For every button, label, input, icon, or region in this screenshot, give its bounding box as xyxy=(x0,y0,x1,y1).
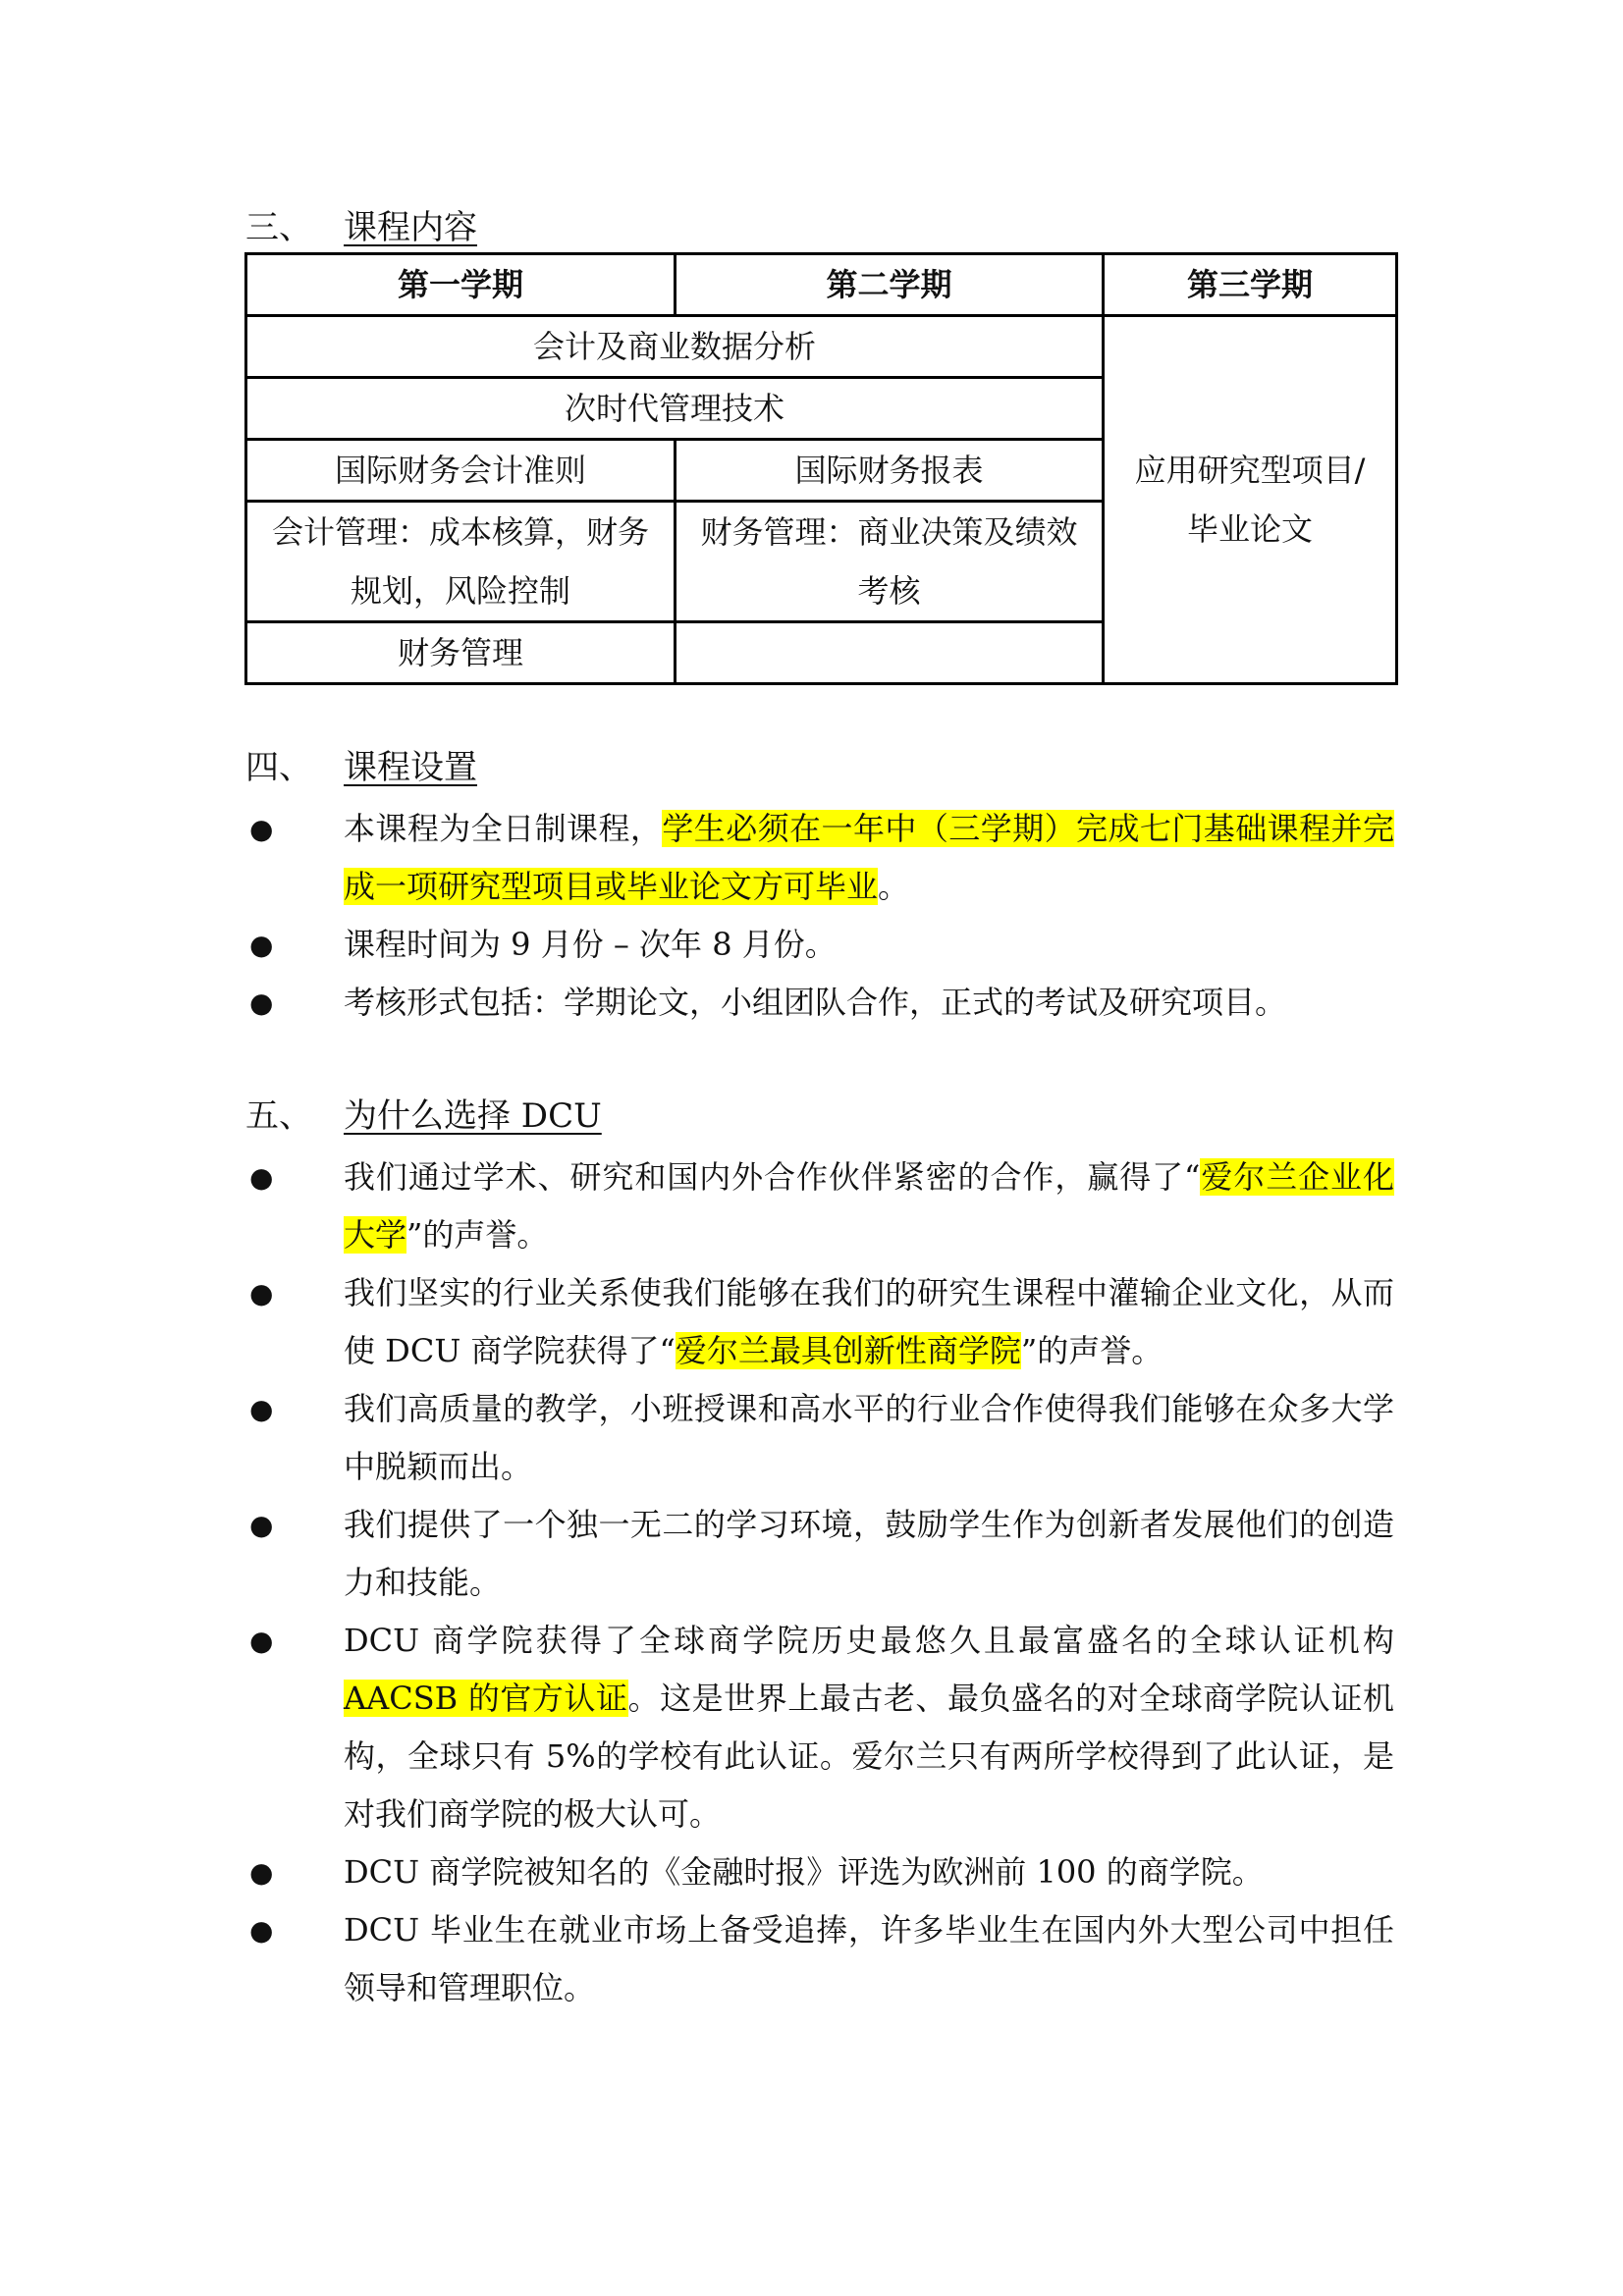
section-4-list xyxy=(249,800,1394,1032)
header-semester-2: 第二学期 xyxy=(676,254,1104,316)
course-accounting-management-label: 会计管理：成本核算，财务规划，风险控制 xyxy=(271,513,649,610)
list-item xyxy=(249,1264,1394,1380)
course-table xyxy=(244,252,1398,685)
course-accounting-management xyxy=(246,502,676,622)
list-item xyxy=(249,1148,1394,1264)
item-text: 我们提供了一个独一无二的学习环境，鼓励学生作为创新者发展他们的创造力和技能。 xyxy=(344,1506,1394,1601)
table-row xyxy=(246,316,1397,378)
section-3-number: 三、 xyxy=(245,208,312,247)
bullet-icon: ● xyxy=(249,1393,274,1425)
item-text: DCU 商学院被知名的《金融时报》评选为欧洲前 100 的商学院。 xyxy=(344,1853,1264,1891)
item-text: 考核形式包括：学期论文，小组团队合作，正式的考试及研究项目。 xyxy=(344,984,1287,1021)
bullet-icon: ● xyxy=(249,1914,274,1947)
section-5-title: 为什么选择 DCU xyxy=(344,1096,602,1136)
item-highlight: 爱尔兰企业化大学 xyxy=(344,1158,1394,1254)
bullet-icon: ● xyxy=(249,1161,274,1194)
bullet-icon: ● xyxy=(249,813,274,845)
item-text-end: 。 xyxy=(878,868,910,905)
list-item xyxy=(249,974,1394,1032)
course-ifrs: 国际财务会计准则 xyxy=(246,440,676,502)
course-research-project xyxy=(1104,316,1397,684)
item-text: 本课程为全日制课程， xyxy=(344,810,663,847)
section-5-heading xyxy=(245,1095,602,1138)
section-3-heading xyxy=(245,206,477,249)
course-financial-management-decisions-label: 财务管理：商业决策及绩效考核 xyxy=(700,513,1078,610)
list-item xyxy=(249,1380,1394,1496)
bullet-icon: ● xyxy=(249,1625,274,1657)
course-management-technology: 次时代管理技术 xyxy=(246,378,1104,440)
item-text: 我们通过学术、研究和国内外合作伙伴紧密的合作，赢得了“ xyxy=(344,1158,1201,1196)
bullet-icon: ● xyxy=(249,1509,274,1541)
item-text: 我们高质量的教学，小班授课和高水平的行业合作使得我们能够在众多大学中脱颖而出。 xyxy=(344,1390,1394,1485)
list-item xyxy=(249,1901,1394,2017)
item-text: DCU 毕业生在就业市场上备受追捧，许多毕业生在国内外大型公司中担任领导和管理职位。 xyxy=(344,1911,1394,2006)
course-financial-management: 财务管理 xyxy=(246,622,676,684)
section-4-title: 课程设置 xyxy=(344,748,477,787)
header-semester-3: 第三学期 xyxy=(1104,254,1397,316)
item-text: 课程时间为 9 月份 – 次年 8 月份。 xyxy=(344,926,837,963)
section-4-number: 四、 xyxy=(245,748,312,787)
item-highlight: 学生必须在一年中（三学期）完成七门基础课程并完成一项研究型项目或毕业论文方可毕业 xyxy=(344,810,1394,905)
item-text: DCU 商学院获得了全球商学院历史最悠久且最富盛名的全球认证机构 xyxy=(344,1622,1394,1659)
item-text-end: ”的声誉。 xyxy=(406,1216,549,1254)
section-3-title: 课程内容 xyxy=(344,208,477,247)
item-text-end: 。这是世界上最古老、最负盛名的对全球商学院认证机构，全球只有 5%的学校有此认证。爱尔兰只有两所学校得到了此认证，是对我们商学院的极大认可。 xyxy=(344,1680,1394,1833)
course-financial-management-decisions xyxy=(676,502,1104,622)
list-item xyxy=(249,1496,1394,1612)
research-project-label: 应用研究型项目/毕业论文 xyxy=(1134,452,1366,548)
course-international-financial-statements: 国际财务报表 xyxy=(676,440,1104,502)
course-accounting-data-analysis: 会计及商业数据分析 xyxy=(246,316,1104,378)
section-5-list xyxy=(249,1148,1394,2017)
list-item xyxy=(249,1612,1394,1843)
bullet-icon: ● xyxy=(249,1856,274,1889)
bullet-icon: ● xyxy=(249,929,274,961)
section-5-number: 五、 xyxy=(245,1096,312,1136)
item-highlight: 爱尔兰最具创新性商学院 xyxy=(675,1332,1021,1369)
item-highlight: AACSB 的官方认证 xyxy=(344,1680,628,1717)
list-item xyxy=(249,800,1394,916)
empty-cell xyxy=(676,622,1104,684)
item-text-end: ”的声誉。 xyxy=(1020,1332,1163,1369)
header-semester-1: 第一学期 xyxy=(246,254,676,316)
bullet-icon: ● xyxy=(249,1277,274,1309)
table-header-row xyxy=(246,254,1397,316)
bullet-icon: ● xyxy=(249,987,274,1019)
item-text: 我们坚实的行业关系使我们能够在我们的研究生课程中灌输企业文化，从而使 DCU 商学院获得了“ xyxy=(344,1274,1394,1369)
list-item xyxy=(249,1843,1394,1901)
section-4-heading xyxy=(245,746,477,789)
list-item xyxy=(249,916,1394,974)
